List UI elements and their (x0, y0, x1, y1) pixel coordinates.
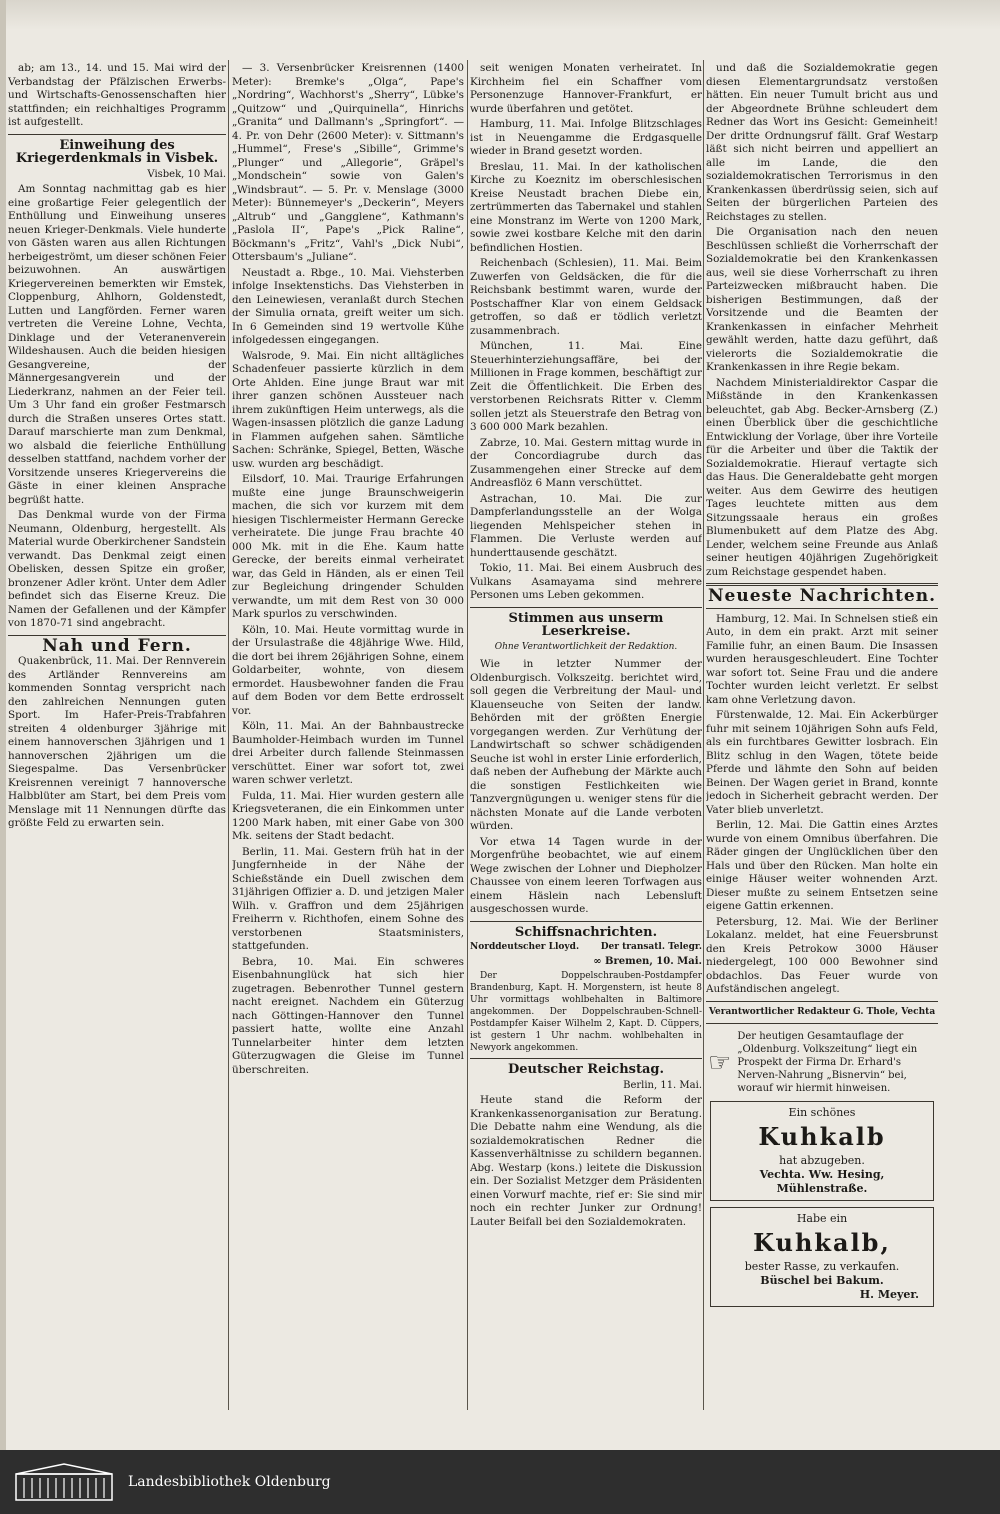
column-rule (703, 60, 704, 1410)
classified-ad (710, 1207, 934, 1307)
supplement-text: Der heutigen Gesamtauflage der „Oldenburg. Volkszeitung“ liegt ein Prospekt der Firma Dr. Erhard's Nerven-Nahrung „Bisnervin“ bei, worauf wir hiermit hinweisen. (737, 1031, 918, 1094)
column-rule (467, 60, 468, 1410)
ad-place: Büschel bei Bakum. (760, 1274, 884, 1287)
news-item: Fürstenwalde, 12. Mai. Ein Ackerbürger fuhr mit seinem 10jährigen Sohn aufs Feld, als ein furchtbares Gewitter losbrach. Ein Blitz schlug in den Wagen, tötete beide Pferde und lähmte den Sohn auf beiden Beinen. Der Wagen geriet in Brand, konnte jedoch in Sicherheit gebracht werden. Der Vater blieb unverletzt. (706, 709, 938, 816)
article-text: Das Denkmal wurde von der Firma Neumann, Oldenburg, hergestellt. Als Material wurde Oberkirchener Sandstein verwandt. Das Denkmal zeigt einen Obelisken, dessen Spitze ein großer, bronzener Adler krönt. Unter dem Adler befindet sich das Eiserne Kreuz. Die Namen der Gefallenen und der Kämpfer von 1870-71 sind angebracht. (8, 509, 226, 629)
article-headline: Einweihung des Kriegerdenkmals in Visbek. (15, 137, 219, 166)
divider (470, 607, 702, 608)
library-name: Landesbibliothek Oldenburg (128, 1474, 331, 1490)
ships-telegram: Der transatl. Telegr. (600, 942, 702, 952)
news-item: Hamburg, 12. Mai. In Schnelsen stieß ein Auto, in dem ein prakt. Arzt mit seiner Familie fuhr, an einen Baum. Die Insassen wurden herausgeschleudert. Eine Tochter war sofort tot. Seine Frau und die andere Tochter wurden leicht verletzt. Er selbst kam ohne Verletzung davon. (706, 612, 938, 706)
classified-ad (710, 1101, 934, 1201)
supplement-notice (708, 1030, 936, 1095)
ships-header (470, 941, 702, 955)
divider (8, 134, 226, 135)
article-text: Köln, 11. Mai. An der Bahnbaustrecke Baumholder-Heimbach wurden im Tunnel drei Arbeiter durch fallende Steinmassen verschüttet. Einer war sofort tot, zwei waren schwer verletzt. (232, 720, 464, 786)
ships-company: Norddeutscher Lloyd. (470, 942, 580, 952)
section-subtitle: Ohne Verantwortlichkeit der Redaktion. (494, 641, 678, 652)
news-item: Petersburg, 12. Mai. Wie der Berliner Lokalanz. meldet, hat eine Feuersbrunst den Kreis Petrokow 3000 Häuser niedergelegt, 100 000 Bewohner sind obdachlos. Das Feuer wurde von Aufständischen angelegt. (706, 915, 938, 995)
ad-address: Mühlenstraße. (776, 1182, 868, 1195)
column-2 (232, 62, 464, 1410)
pointing-hand-icon: ☞ (708, 1047, 732, 1078)
article-text: Vor etwa 14 Tagen wurde in der Morgenfrühe beobachtet, wie auf einem Wege zwischen der Lohner und Diepholzer Chaussee von einem leeren Torfwagen aus einem Häslein nach Lebensluft ausgeschossen wurde. (470, 835, 702, 915)
ad-intro: Ein schönes (788, 1106, 856, 1119)
article-text: Wie in letzter Nummer der Oldenburgisch. Volkszeitg. berichtet wird, soll gegen die Verbreitung der Maul- und Klauenseuche von Seiten der landw. Behörden mit der größten Energie vorgegangen werden. Zur Verhütung der Landwirtschaft so schwer schädigenden Seuche ist wohl in erster Linie erforderlich, daß neben der Aufhebung der Märkte auch die sonstigen Festlichkeiten wie Tanzvergnügungen u. weniger stens für die nächsten Monate auf die Lande verboten würden. (470, 658, 702, 832)
ad-subtitle: bester Rasse, zu verkaufen. (744, 1260, 900, 1273)
section-headline: Nah und Fern. (42, 635, 192, 656)
scan-top-strip (0, 0, 1000, 30)
article-text: Die Organisation nach den neuen Beschlüssen schließt die Vorherrschaft der Sozialdemokratie bei den Krankenkassen aus, weil sie diese Vorherrschaft zu ihren Parteizwecken mißbraucht haben. Die bisherigen Bestimmungen, daß der Vorsitzende und die Beamten der Krankenkassen in einfacher Mehrheit gewählt werden, hatte dazu geführt, daß vielerorts die Sozialdemokratie die Krankenkassen in ihre Regie bekam. (706, 226, 938, 373)
article-text: Bebra, 10. Mai. Ein schweres Eisenbahnunglück hat sich hier zugetragen. Bebenrother Tunnel gestern nacht ereignet. Nachdem ein Güterzug nach Göttingen-Hannover den Tunnel passiert hatte, wollte eine Anzahl Tunnelarbeiter hinter dem letzten Güterzugwagen die Gleise im Tunnel überschreiten. (232, 955, 464, 1076)
article-text: Tokio, 11. Mai. Bei einem Ausbruch des Vulkans Asamayama sind mehrere Personen ums Leben gekommen. (470, 562, 702, 601)
ad-title: Kuhkalb, (753, 1228, 891, 1257)
article-text: Zabrze, 10. Mai. Gestern mittag wurde in der Concordiagrube durch das Zusammengehen einer Strecke auf dem Andreasflöz 6 Mann verschüttet. (470, 436, 702, 489)
article-dateline: Visbek, 10 Mai. (147, 168, 226, 180)
news-item: Berlin, 12. Mai. Die Gattin eines Arztes wurde von einem Omnibus überfahren. Die Räder gingen der Unglücklichen über den Hals und über den Rücken. Man holte ein einige Häuser weiter wohnenden Arzt. Dieser mußte zu seinem Entsetzen seine eigene Gattin erkennen. (706, 819, 938, 912)
library-building-icon (14, 1462, 114, 1502)
ad-advertiser: Vechta. Ww. Hesing, (759, 1168, 885, 1181)
library-footer (0, 1450, 1000, 1514)
article-text: Neustadt a. Rbge., 10. Mai. Viehsterben infolge Insektenstichs. Das Viehsterben in den Leinewiesen, veranlaßt durch Stechen der Simulia ornata, greift weiter um sich. In 6 Gemeinden sind 19 wertvolle Kühe infolgedessen eingegangen. (232, 266, 464, 346)
column-4 (706, 62, 938, 1410)
ad-subtitle: hat abzugeben. (779, 1154, 865, 1167)
article-text: Hamburg, 11. Mai. Infolge Blitzschlages ist in Neuengamme die Erdgasquelle wieder in Brand gesetzt worden. (470, 118, 702, 157)
ad-title: Kuhkalb (758, 1122, 886, 1151)
column-1 (8, 62, 226, 1410)
ships-dateline: ∞ Bremen, 10. Mai. (593, 955, 702, 967)
divider (470, 921, 702, 922)
article-text: und daß die Sozialdemokratie gegen diesen Elementargrundsatz verstoßen hätten. Ein neuer Tumult bricht aus und der Abgeordnete Brühne schleudert dem Redner das Wort ins Gesicht: Gemeinheit! Der dritte Ordnungsruf fällt. Graf Westarp läßt sich nicht beirren und appelliert an alle im Lande, die den sozialdemokratischen Terrorismus in den Krankenkassen überdrüssig seien, sich auf Seiten der bürgerlichen Parteien des Reichstages zu stellen. (706, 62, 938, 223)
ships-text: Der Doppelschrauben-Postdampfer Brandenburg, Kapt. H. Morgenstern, ist heute 8 Uhr vormittags wohlbehalten in Baltimore angekommen. Der Doppelschrauben-Schnell-Postdampfer Kaiser Wilhelm 2, Kapt. D. Cüppers, ist gestern 1 Uhr nachm. wohlbehalten in Newyork angekommen. (470, 971, 702, 1053)
section-headline: Stimmen aus unserm Leserkreise. (508, 610, 664, 639)
divider (706, 1023, 938, 1024)
article-text: Astrachan, 10. Mai. Die zur Dampferlandungsstelle an der Wolga liegenden Mehlspeicher stehen in Flammen. Die Verluste werden auf hunderttausende geschätzt. (470, 492, 702, 559)
article-text: München, 11. Mai. Eine Steuerhinterziehungsaffäre, bei der Millionen in Frage kommen, beschäftigt zur Zeit die Öffentlichkeit. Die Erben des verstorbenen Reichsrats Ritter v. Clemm sollen jetzt als Steuerstrafe den Betrag von 3 600 000 Mark bezahlen. (470, 340, 702, 433)
article-text: Heute stand die Reform der Krankenkassenorganisation zur Beratung. Die Debatte nahm eine Wendung, als die sozialdemokratischen Redner die Kassenverhältnisse zu schildern begannen. Abg. Westarp (kons.) leitete die Diskussion ein. Der Sozialist Metzger dem Präsidenten einen Vorwurf machte, rief er: Sie sind mir noch ein rechter Junker zur Ordnung! Lauter Beifall bei den Sozialdemokraten. (470, 1094, 702, 1228)
article-text: Breslau, 11. Mai. In der katholischen Kirche zu Koeznitz im oberschlesischen Kreise Neustadt brachen Diebe ein, zertrümmerten das Tabernakel und stahlen eine Monstranz im Werte von 1200 Mark, sowie zwei kostbare Kelche mit den darin befindlichen Hostien. (470, 160, 702, 254)
section-headline: Deutscher Reichstag. (507, 1062, 665, 1077)
column-3 (470, 62, 702, 1410)
article-dateline: Berlin, 11. Mai. (623, 1079, 702, 1091)
ad-intro: Habe ein (796, 1212, 848, 1225)
divider (470, 1058, 702, 1059)
divider (706, 1001, 938, 1002)
column-rule (228, 60, 229, 1410)
article-text: ab; am 13., 14. und 15. Mai wird der Verbandstag der Pfälzischen Erwerbs- und Wirtschafts-Genossenschaften hier stattfinden; ein reichhaltiges Programm ist aufgestellt. (8, 62, 226, 128)
ad-advertiser: H. Meyer. (859, 1288, 919, 1301)
article-text: Berlin, 11. Mai. Gestern früh hat in der Jungfernheide in der Nähe der Schießstände ein Duell zwischen dem 31jährigen Offizier a. D. und jetzigen Maler Wilh. v. Graffron und dem 25jährigen Freiherrn v. Richthofen, einem Sohne des verstorbenen Staatsministers, stattgefunden. (232, 845, 464, 952)
article-text: Fulda, 11. Mai. Hier wurden gestern alle Kriegsveteranen, die ein Einkommen unter 1200 Mark haben, mit einer Gabe von 300 Mk. seitens der Stadt bedacht. (232, 789, 464, 842)
article-text: Walsrode, 9. Mai. Ein nicht alltägliches Schadenfeuer passierte kürzlich in dem Orte Ahlden. Eine junge Braut war mit ihrer ganzen schönen Aussteuer nach ihrem zukünftigen Heim unterwegs, als die Wagen-insassen plötzlich die ganze Ladung in Flammen aufgehen sahen. Sämtliche Sachen: Schränke, Spiegel, Betten, Wäsche usw. wurden arg beschädigt. (232, 349, 464, 470)
article-text: Eilsdorf, 10. Mai. Traurige Erfahrungen mußte eine junge Braunschweigerin machen, die sich vor kurzem mit dem hiesigen Tischlermeister Hermann Gerecke verheiratete. Die junge Frau brachte 40 000 Mk. mit in die Ehe. Kaum hatte Gerecke, der bereits einmal verheiratet war, das Geld in Händen, als er einen Teil zur Begleichung dringender Schulden verwandte, um mit dem Rest von 30 000 Mark spurlos zu verschwinden. (232, 473, 464, 620)
article-text: Quakenbrück, 11. Mai. Der Rennverein des Artländer Rennvereins am kommenden Sonntag verspricht nach den zahlreichen Nennungen guten Sport. Im Hafer-Preis-Trabfahren streiten 4 oldenburger 3jährige mit einem hannoverschen 3jährigen und 1 hannoverschen 2jährigen um die Siegespalme. Das Versenbrücker Kreisrennen vereinigt 7 hannoversche Halbblüter am Start, bei dem Preis vom Menslage mit 11 Nennungen dürfte das größte Feld zu erwarten sein. (8, 655, 226, 829)
article-text: — 3. Versenbrücker Kreisrennen (1400 Meter): Bremke's „Olga“, Pape's „Nordring“, Wachhorst's „Sherry“, Lübke's „Quitzow“ und „Quirquinella“, Hinrichs „Granita“ und Dallmann's „Springfort“. — 4. Pr. von Dehr (2600 Meter): v. Sittmann's „Hummel“, Frese's „Sibille“, Grimme's „Plunger“ und „Allegorie“, Gräpel's „Mondschein“ sowie von Galen's „Windsbraut“. — 5. Pr. v. Menslage (3000 Meter): Bünnemeyer's „Deckerin“, Meyers „Altrub“ und „Gangglene“, Kathmann's „Paslola II“, Pape's „Pick Raline“, Böckmann's „Fritz“, Vahl's „Dick Nubi“, Ottersbaum's „Juliane“. (232, 62, 464, 263)
article-text: Köln, 10. Mai. Heute vormittag wurde in der Ursulastraße die 48jährige Wwe. Hild, die dort bei ihrem 26jährigen Sohne, einem Goldarbeiter, wohnte, von diesem ermordet. Hausbewohner fanden die Frau auf dem Boden vor dem Bette erdrosselt vor. (232, 623, 464, 717)
article-text: Nachdem Ministerialdirektor Caspar die Mißstände in den Krankenkassen beleuchtet, gab Abg. Becker-Arnsberg (Z.) einen Überblick über die geschichtliche Entwicklung der Vorlage, über ihre Vorteile für die Arbeiter und über die Taktik der Sozialdemokratie. Hierauf vertagte sich das Haus. Die Generaldebatte geht morgen weiter. Aus dem Gewirre des heutigen Tages leuchtete mitten aus dem Sitzungssaale heraus ein großes Blumenbukett auf dem Platze des Abg. Lender, welchem seine Freunde aus Anlaß seiner heutigen 40jährigen Zugehörigkeit zum Reichstage gespendet haben. (706, 376, 938, 578)
divider (706, 608, 938, 609)
article-text: seit wenigen Monaten verheiratet. In Kirchheim fiel ein Schaffner vom Personenzuge Hannover-Frankfurt, er wurde überfahren und getötet. (470, 62, 702, 115)
page-left-edge (0, 0, 6, 1450)
section-headline: Neueste Nachrichten. (707, 586, 937, 606)
article-text: Am Sonntag nachmittag gab es hier eine großartige Feier gelegentlich der Enthüllung und Einweihung unseres neuen Krieger-Denkmals. Viele hunderte von Gästen waren aus allen Richtungen herbeigeströmt, um dieser schönen Feier beizuwohnen. An auswärtigen Kriegervereinen bemerkten wir Emstek, Cloppenburg, Ahlhorn, Goldenstedt, Lutten und Langförden. Ferner waren vertreten die Vereine Lohne, Vechta, Dinklage und der Veteranenverein Wildeshausen. Auch die beiden hiesigen Gesangvereine, der Männergesangverein und der Liederkranz, nahmen an der Feier teil. Um 3 Uhr fand ein großer Festmarsch durch die Straßen unseres Ortes statt. Darauf marschierte man zum Denkmal, wo alsbald die feierliche Enthüllung desselben stattfand, nachdem vorher der Vorsitzende unseres Kriegervereins die Gäste in einer kleinen Ansprache begrüßt hatte. (8, 183, 226, 506)
editor-line: Verantwortlicher Redakteur G. Thole, Vechta (708, 1006, 936, 1017)
article-text: Reichenbach (Schlesien), 11. Mai. Beim Zuwerfen von Geldsäcken, die für die Reichsbank bestimmt waren, wurde der Postschaffner Klar von einem Geldsack getroffen, so daß er tödlich verletzt zusammenbrach. (470, 257, 702, 337)
section-headline: Schiffsnachrichten. (514, 924, 658, 940)
